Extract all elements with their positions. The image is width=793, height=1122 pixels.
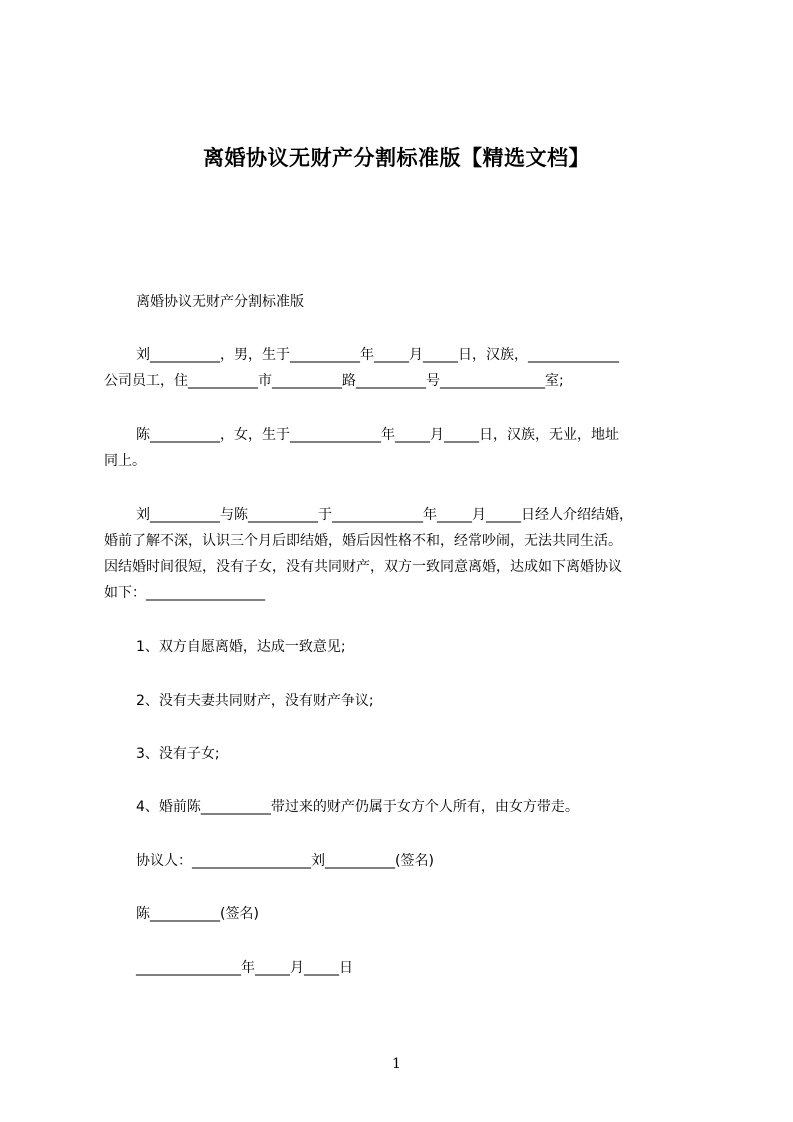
- agreement-item-3: 3、没有子女;: [136, 746, 220, 762]
- page-number: 1: [392, 1056, 401, 1072]
- agreement-item-4: 4、婚前陈__________带过来的财产仍属于女方个人所有，由女方带走。: [136, 799, 579, 815]
- paragraph-line: 因结婚时间很短，没有子女，没有共同财产，双方一致同意离婚，达成如下离婚协议: [104, 559, 622, 575]
- paragraph-marriage-intro: [104, 502, 702, 606]
- paragraph-line: 刘__________与陈__________于_____________年_____月_____日经人介绍结婚，: [136, 507, 633, 523]
- paragraph-line: 婚前了解不深，认识三个月后即结婚，婚后因性格不和，经常吵闹，无法共同生活。: [104, 533, 622, 549]
- date-line: _______________年_____月_____日: [136, 960, 353, 976]
- signer-line: 协议人：_________________刘__________(签名): [136, 853, 434, 869]
- subtitle: 离婚协议无财产分割标准版: [136, 294, 304, 310]
- paragraph-line: 公司员工，住__________市__________路__________号_______________室;: [104, 373, 564, 389]
- paragraph-man-info: [104, 342, 702, 394]
- signer2-line: 陈__________(签名): [136, 906, 259, 922]
- agreement-item-1: 1、双方自愿离婚，达成一致意见;: [136, 639, 346, 655]
- page-title: 离婚协议无财产分割标准版【精选文档】: [203, 146, 590, 170]
- paragraph-line: 如下：_________________: [104, 585, 265, 601]
- paragraph-line: 同上。: [104, 453, 146, 469]
- paragraph-line: 陈__________，女，生于_____________年_____月_____日，汉族，无业，地址: [136, 427, 619, 443]
- agreement-item-2: 2、没有夫妻共同财产，没有财产争议;: [136, 693, 374, 709]
- paragraph-line: 刘__________，男，生于__________年_____月_____日，汉族，_____________: [136, 347, 619, 363]
- paragraph-woman-info: [104, 422, 702, 474]
